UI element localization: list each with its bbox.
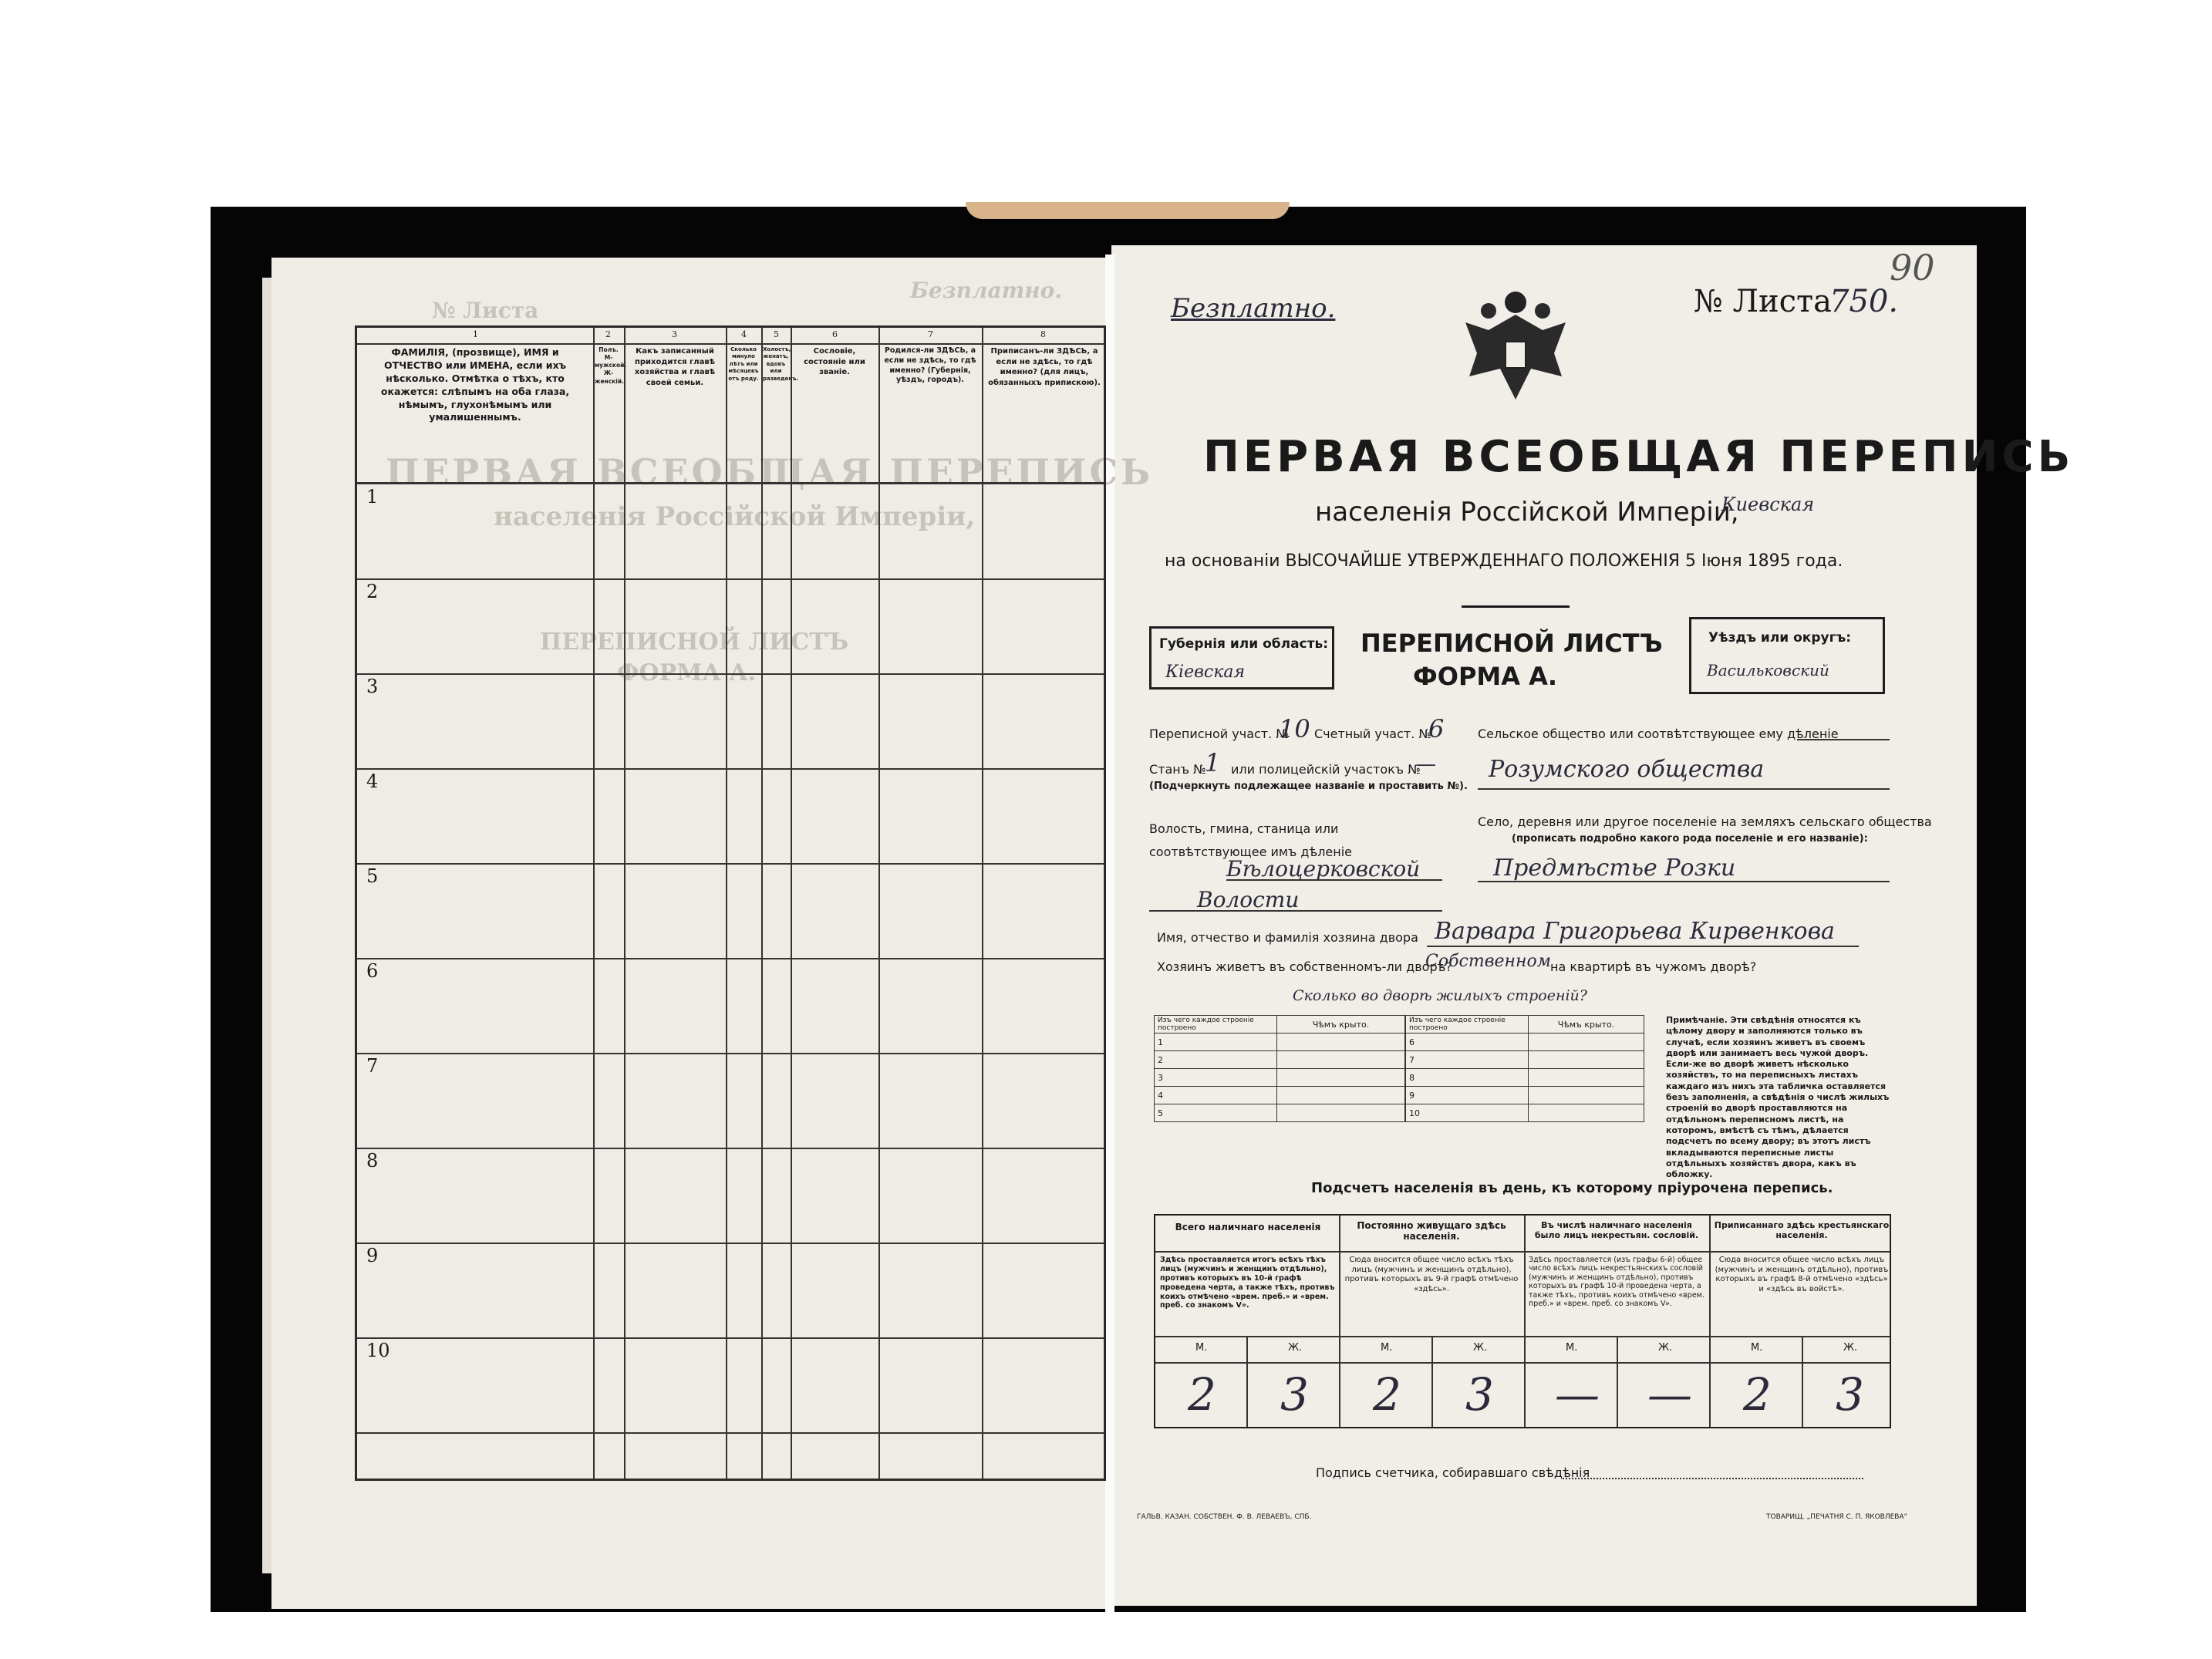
bld-row: 3 [1155, 1069, 1277, 1087]
sex-label: Ж. [1288, 1342, 1303, 1354]
owner-value: Варвара Григорьева Кирвенкова [1435, 918, 1835, 945]
bld-row: 7 [1406, 1051, 1529, 1069]
col-num-3: 3 [672, 329, 677, 339]
count-header-non-peasant: Въ числѣ наличнаго населенія было лицъ некрестьян. сословій. [1534, 1220, 1699, 1240]
volost-value-1: Бѣлоцерковской [1226, 856, 1421, 882]
count-value: 3 [1280, 1368, 1309, 1421]
police-label: или полицейскій участокъ № [1231, 762, 1421, 777]
stan-note: (Подчеркнуть подлежащее названіе и проставить №). [1149, 781, 1468, 792]
village-label: Село, деревня или другое поселеніе на земляхъ сельскаго общества [1478, 814, 1932, 829]
village-value: Предмѣстье Розки [1493, 855, 1736, 882]
count-desc-present: Здѣсь проставляется итогъ всѣхъ тѣхъ лицъ (мужчинъ и женщинъ отдѣльно), противъ которыхъ въ 10-й графѣ проведена черта, а также тѣхъ, противъ коихъ отмѣчено «врем. преб.» и «врем. преб. со знакомъ V». [1160, 1256, 1335, 1310]
count-value: 2 [1373, 1368, 1401, 1421]
col-num-7: 7 [928, 329, 933, 339]
count-desc-permanent: Сюда вносится общее число всѣхъ тѣхъ лицъ (мужчинъ и женщинъ отдѣльно), противъ которыхъ въ 9-й графѣ отмѣчено «здѣсь». [1344, 1256, 1519, 1293]
row-number: 8 [366, 1150, 379, 1172]
bld-row: 2 [1155, 1051, 1277, 1069]
bld-col-roof: Чѣмъ крыто. [1529, 1016, 1644, 1034]
count-value: — [1647, 1368, 1692, 1421]
ghost-subtitle: населенія Россійской Имперіи, [494, 501, 976, 532]
volost-value-2: Волости [1197, 887, 1300, 912]
legal-basis: на основаніи ВЫСОЧАЙШЕ УТВЕРЖДЕННАГО ПОЛОЖЕНІЯ 5 Іюня 1895 года. [1165, 551, 1843, 571]
row-number: 9 [366, 1245, 379, 1266]
row-number: 4 [366, 770, 379, 792]
bld-col-material: Изъ чего каждое строеніе построено [1406, 1016, 1529, 1034]
signature-label: Подпись счетчика, собиравшаго свѣдѣнія [1316, 1465, 1590, 1480]
stan-label: Станъ № [1149, 762, 1206, 777]
bld-row: 1 [1155, 1034, 1277, 1051]
archive-number: 90 [1890, 247, 1935, 288]
population-count-table [1154, 1214, 1891, 1428]
form-title: ФОРМА А. [1413, 662, 1558, 691]
volost-label: Волость, гмина, станица или соотвѣтствующее имъ дѣленіе [1149, 821, 1353, 860]
lives-label-b: на квартирѣ въ чужомъ дворѣ? [1550, 959, 1757, 974]
printer-right: ТОВАРИЩ. „ПЕЧАТНЯ С. П. ЯКОВЛЕВА" [1766, 1513, 1907, 1521]
sex-label: М. [1381, 1342, 1393, 1354]
free-label: Безплатно. [1171, 293, 1336, 324]
lives-label-a: Хозяинъ живетъ въ собственномъ-ли дворѣ? [1157, 959, 1452, 974]
row-number: 2 [366, 581, 379, 602]
buildings-table-left [1154, 1015, 1405, 1122]
row-number: 1 [366, 486, 379, 507]
buildings-question: Сколько во дворѣ жилыхъ строеній? [1293, 987, 1587, 1004]
count-header-present: Всего наличнаго населенія [1175, 1222, 1321, 1232]
bld-col-material: Изъ чего каждое строеніе построено [1155, 1016, 1277, 1034]
row-number: 7 [366, 1055, 379, 1077]
sex-label: Ж. [1658, 1342, 1673, 1354]
col-num-4: 4 [741, 329, 747, 339]
col-header-birthplace: Родился-ли ЗДѢСЬ, а если не здѣсь, то гдѣ именно? (Губернія, уѣздъ, городъ). [884, 346, 976, 385]
stan-value: 1 [1205, 748, 1221, 777]
col-header-sex: Полъ. М-мужской. Ж-женскій. [595, 346, 627, 385]
subtitle-handwritten: Киевская [1721, 494, 1815, 515]
count-value: 3 [1465, 1368, 1494, 1421]
col-num-6: 6 [832, 329, 838, 339]
printer-left: ГАЛЬВ. КАЗАН. СОБСТВЕН. Ф. В. ЛЕВАЕВЪ, СПБ. [1137, 1513, 1312, 1521]
list-no-label: № Листа [1694, 284, 1832, 319]
gubernia-box [1149, 626, 1334, 690]
society-value: Розумского общества [1489, 756, 1765, 783]
col-num-5: 5 [774, 329, 779, 339]
count-desc-peasant: Сюда вносится общее число всѣхъ лицъ (мужчинъ и женщинъ отдѣльно), противъ которыхъ въ графѣ 8-й отмѣчено «здѣсь» и «здѣсь въ войстѣ». [1715, 1256, 1889, 1293]
book-tab [966, 202, 1290, 219]
col-header-marital: Холостъ, женатъ, вдовъ или разведенъ. [763, 346, 799, 382]
count-desc-non-peasant: Здѣсь проставляется (изъ графы 6-й) общее число всѣхъ лицъ некрестьянскихъ сословій (мужчинъ и женщинъ отдѣльно), противъ которыхъ въ графѣ 10-й проведена черта, а также тѣхъ, противъ коихъ отмѣчено «врем. преб.» и «врем. преб. со знакомъ V». [1529, 1256, 1705, 1308]
ghost-list-no: № Листа [432, 298, 539, 323]
ghost-free-label: Безплатно. [910, 278, 1063, 303]
list-no-value: 750. [1829, 284, 1899, 319]
bld-row: 4 [1155, 1087, 1277, 1104]
census-title: ПЕРВАЯ ВСЕОБЩАЯ ПЕРЕПИСЬ [1203, 432, 2075, 482]
col-header-age: Сколько минуло лѣтъ или мѣсяцевъ отъ роду. [728, 346, 759, 382]
col-header-relation: Какъ записанный приходится главѣ хозяйства и главѣ своей семьи. [634, 347, 716, 387]
count-value: — [1555, 1368, 1600, 1421]
col-num-1: 1 [473, 329, 478, 339]
sex-label: Ж. [1843, 1342, 1858, 1354]
count-district-value: 6 [1428, 714, 1445, 744]
note-text: Примѣчаніе. Эти свѣдѣнія относятся къ цѣлому двору и заполняются только въ случаѣ, если хозяинъ живетъ въ своемъ дворѣ или занимаетъ весь чужой дворъ. Если-же во дворѣ живетъ нѣсколько хозяйствъ, то на переписныхъ листахъ каждаго изъ нихъ эта табличка оставляется безъ заполненія, а свѣдѣнія о числѣ жилыхъ строеній во дворѣ проставляются на отдѣльномъ переписномъ листѣ, на которомъ, вмѣстѣ съ тѣмъ, дѣлается подсчетъ по всему двору; въ этотъ листъ вкладываются переписные листы отдѣльныхъ хозяйствъ двора, какъ въ обложку. [1666, 1015, 1890, 1180]
count-district-label: Счетный участ. № [1314, 727, 1432, 741]
bld-row: 8 [1406, 1069, 1529, 1087]
count-header-permanent: Постоянно живущаго здѣсь населенія. [1357, 1220, 1506, 1242]
col-header-registered: Приписанъ-ли ЗДѢСЬ, а если не здѣсь, то гдѣ именно? (для лицъ, обязанныхъ припискою). [988, 347, 1101, 387]
count-header-peasant: Приписаннаго здѣсь крестьянскаго населенія. [1714, 1220, 1890, 1240]
col-num-2: 2 [605, 329, 611, 339]
gubernia-label: Губернія или область: [1159, 636, 1329, 652]
sex-label: М. [1751, 1342, 1763, 1354]
police-value: — [1416, 753, 1436, 776]
uezd-box [1689, 617, 1885, 694]
ghost-sheet: ПЕРЕПИСНОЙ ЛИСТЪ [540, 629, 849, 656]
sex-label: Ж. [1473, 1342, 1488, 1354]
census-district-label: Переписной участ. № [1149, 727, 1289, 741]
bld-row: 5 [1155, 1104, 1277, 1122]
column-number-row [357, 328, 1104, 345]
sex-label: М. [1195, 1342, 1208, 1354]
row-number: 5 [366, 865, 379, 887]
bld-row: 10 [1406, 1104, 1529, 1122]
census-subtitle: населенія Россійской Имперіи, [1315, 497, 1739, 528]
buildings-table-right [1405, 1015, 1644, 1122]
owner-label: Имя, отчество и фамилія хозяина двора [1157, 930, 1418, 945]
bld-row: 9 [1406, 1087, 1529, 1104]
gubernia-value: Кіевская [1165, 663, 1246, 682]
uezd-label: Уѣздъ или округъ: [1708, 630, 1852, 646]
col-num-8: 8 [1040, 329, 1046, 339]
bld-row: 6 [1406, 1034, 1529, 1051]
count-title: Подсчетъ населенія въ день, къ которому пріурочена перепись. [1311, 1180, 1833, 1196]
ghost-form: ФОРМА А. [617, 659, 757, 686]
col-header-estate: Сословіе, состояніе или званіе. [804, 347, 865, 376]
row-number: 3 [366, 676, 379, 697]
double-headed-eagle-emblem [1458, 284, 1573, 415]
ghost-title: ПЕРВАЯ ВСЕОБЩАЯ ПЕРЕПИСЬ [386, 451, 1154, 493]
col-header-name: ФАМИЛІЯ, (прозвище), ИМЯ и ОТЧЕСТВО или ИМЕНА, если ихъ нѣсколько. Отмѣтка о тѣхъ, кто окажется: слѣпымъ на оба глаза, нѣмымъ, глухонѣмымъ или умалишеннымъ. [380, 346, 570, 423]
census-district-value: 10 [1279, 714, 1310, 744]
lives-value: Собственном [1425, 952, 1551, 971]
count-value: 2 [1188, 1368, 1216, 1421]
row-number: 6 [366, 960, 379, 982]
uezd-value: Васильковский [1707, 661, 1829, 679]
village-note: (прописать подробно какого рода поселеніе и его названіе): [1512, 833, 1868, 845]
row-number: 10 [366, 1340, 390, 1361]
sheet-title: ПЕРЕПИСНОЙ ЛИСТЪ [1361, 629, 1663, 658]
sex-label: М. [1566, 1342, 1578, 1354]
society-label: Сельское общество или соотвѣтствующее ему дѣленіе [1478, 727, 1839, 741]
count-value: 2 [1743, 1368, 1772, 1421]
bld-col-roof: Чѣмъ крыто. [1277, 1016, 1405, 1034]
count-value: 3 [1836, 1368, 1864, 1421]
household-members-table [355, 325, 1106, 1481]
